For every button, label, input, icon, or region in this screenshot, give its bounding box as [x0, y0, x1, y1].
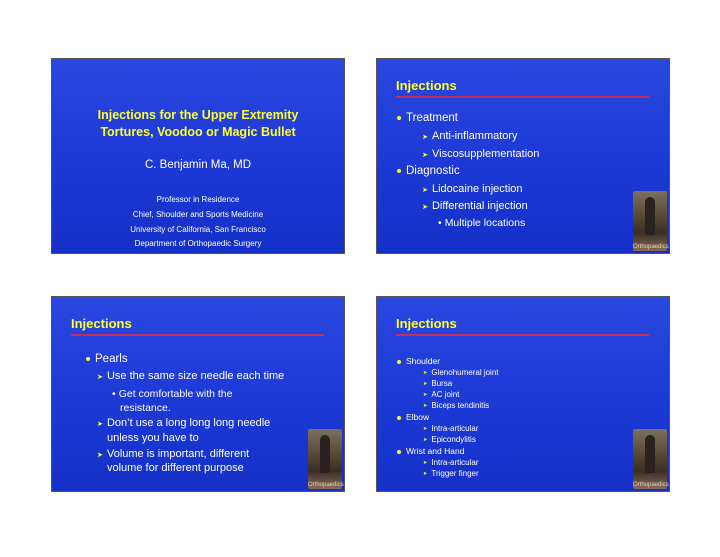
arrow-bullet-icon: ➤ [423, 470, 428, 477]
arrow-bullet-icon: ➤ [423, 425, 428, 432]
affiliation-line: Department of Orthopaedic Surgery [134, 239, 262, 248]
heading-divider [71, 334, 324, 336]
bullet-item: ➤ Epicondylitis [423, 435, 476, 444]
arrow-bullet-icon: ➤ [422, 185, 428, 194]
logo-text: Orthopaedics [308, 482, 344, 488]
dot-bullet-icon [397, 416, 401, 420]
heading-divider [396, 96, 649, 98]
slide-heading: Injections [396, 78, 457, 93]
dot-bullet-icon [397, 116, 401, 120]
bullet-item: • Multiple locations [438, 217, 526, 229]
statue-image [645, 435, 655, 473]
dot-bullet-icon [397, 169, 401, 173]
arrow-bullet-icon: ➤ [423, 402, 428, 409]
heading-divider [396, 334, 649, 336]
slide-title [51, 58, 345, 254]
bullet-item: ➤ Lidocaine injection [422, 183, 523, 195]
bullet-item: ➤ Intra-articular [423, 424, 479, 433]
bullet-item-continuation: volume for different purpose [107, 462, 244, 474]
bullet-item: ➤ Use the same size needle each time [97, 370, 285, 382]
bullet-item: Diagnostic [397, 165, 460, 177]
bullet-item: Treatment [397, 112, 458, 124]
affiliation-line: Chief, Shoulder and Sports Medicine [132, 210, 264, 219]
slide-injections-locations [376, 296, 670, 492]
bullet-item: ➤ Trigger finger [423, 469, 479, 478]
dot-bullet-icon [86, 357, 90, 361]
bullet-item: Pearls [86, 353, 128, 365]
bullet-item: ➤ Differential injection [422, 200, 528, 212]
bullet-item: ➤ Bursa [423, 379, 453, 388]
slide-heading: Injections [71, 316, 132, 331]
arrow-bullet-icon: ➤ [423, 436, 428, 443]
bullet-item: ➤ Anti-inflammatory [422, 130, 518, 142]
dot-bullet-icon [397, 450, 401, 454]
arrow-bullet-icon: ➤ [422, 150, 428, 159]
orthopaedics-logo [633, 429, 667, 489]
arrow-bullet-icon: ➤ [423, 380, 428, 387]
bullet-item: ➤ Biceps tendinitis [423, 401, 490, 410]
orthopaedics-logo [308, 429, 342, 489]
bullet-item-continuation: unless you have to [107, 432, 199, 444]
author-name: C. Benjamin Ma, MD [144, 159, 252, 171]
bullet-item-continuation: resistance. [120, 402, 171, 414]
arrow-bullet-icon: ➤ [422, 202, 428, 211]
slide-heading: Injections [396, 316, 457, 331]
bullet-item: ➤ Glenohumeral joint [423, 368, 499, 377]
orthopaedics-logo [633, 191, 667, 251]
bullet-item: Shoulder [397, 356, 440, 366]
arrow-bullet-icon: ➤ [423, 369, 428, 376]
bullet-item: ➤ Intra-articular [423, 458, 479, 467]
logo-text: Orthopaedics [633, 482, 669, 488]
arrow-bullet-icon: ➤ [423, 459, 428, 466]
bullet-item: Elbow [397, 412, 429, 422]
slide-title-line2: Tortures, Voodoo or Magic Bullet [100, 125, 296, 139]
round-bullet-icon: • [112, 388, 116, 400]
dot-bullet-icon [397, 360, 401, 364]
bullet-item: ➤ Viscosupplementation [422, 148, 540, 160]
arrow-bullet-icon: ➤ [97, 419, 103, 428]
statue-image [645, 197, 655, 235]
statue-image [320, 435, 330, 473]
bullet-item: ➤ AC joint [423, 390, 460, 399]
affiliation-line: Professor in Residence [156, 195, 240, 204]
arrow-bullet-icon: ➤ [97, 450, 103, 459]
arrow-bullet-icon: ➤ [97, 372, 103, 381]
bullet-item: • Get comfortable with the [112, 388, 233, 400]
slide-injections-pearls [51, 296, 345, 492]
arrow-bullet-icon: ➤ [423, 391, 428, 398]
round-bullet-icon: • [438, 217, 442, 229]
slide-title-line1: Injections for the Upper Extremity [97, 108, 299, 122]
bullet-item: ➤ Don’t use a long long long needle [97, 417, 271, 429]
arrow-bullet-icon: ➤ [422, 132, 428, 141]
bullet-item: ➤ Volume is important, different [97, 448, 250, 460]
bullet-item: Wrist and Hand [397, 446, 464, 456]
affiliation-line: University of California, San Francisco [130, 225, 266, 234]
logo-text: Orthopaedics [633, 244, 669, 250]
slide-injections-treatment [376, 58, 670, 254]
